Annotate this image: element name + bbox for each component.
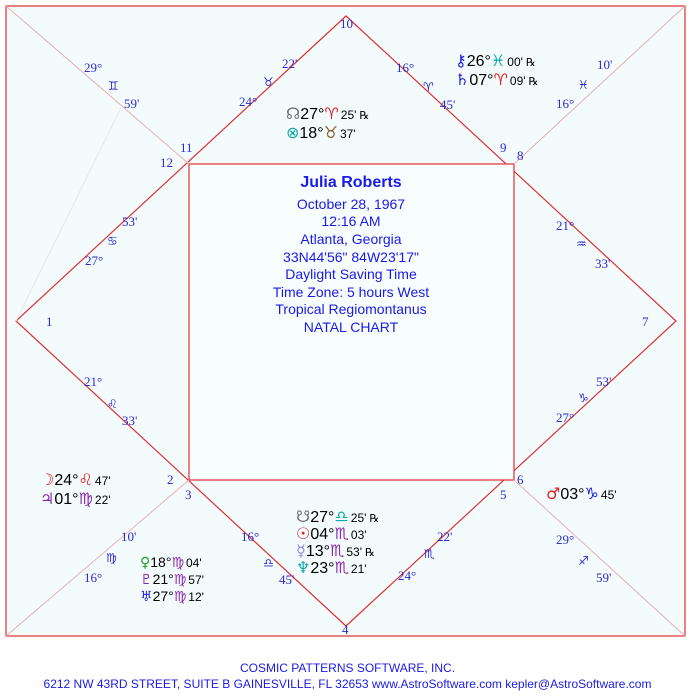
svg-text:27°: 27° xyxy=(85,253,104,268)
planet-sign-icon: ♏ xyxy=(334,524,349,543)
planet-degree: 01° xyxy=(54,491,79,508)
house-number-10: 10 xyxy=(340,16,353,31)
planet-degree: 18° xyxy=(299,125,324,142)
planet-glyph-icon: ♀ xyxy=(140,555,151,571)
svg-text:♍: ♍ xyxy=(106,551,117,565)
planet-sign-icon: ♉ xyxy=(323,123,338,142)
house-number-4: 4 xyxy=(342,622,349,637)
planet-minutes: 53' xyxy=(346,545,363,559)
planet-glyph-icon: ♄ xyxy=(455,70,470,89)
planet-minutes: 37' xyxy=(339,127,356,141)
planet-sign-icon: ♍ xyxy=(173,572,187,588)
svg-text:♎: ♎ xyxy=(263,556,274,570)
house-number-8: 8 xyxy=(517,148,524,163)
planet-degree: 27° xyxy=(300,106,325,123)
planet-sign-icon: ♈ xyxy=(324,104,339,123)
svg-text:♉: ♉ xyxy=(263,75,274,89)
planet-minutes: 22' xyxy=(94,493,111,507)
retrograde-icon: ℞ xyxy=(525,56,536,69)
house-number-2: 2 xyxy=(167,472,174,487)
retrograde-icon: ℞ xyxy=(369,512,380,525)
planet-minutes: 57' xyxy=(188,573,204,587)
svg-text:♊: ♊ xyxy=(108,79,119,93)
planet-degree: 26° xyxy=(466,53,491,70)
planet-glyph-icon: ♃ xyxy=(40,489,55,508)
svg-text:10': 10' xyxy=(597,57,613,72)
planet-degree: 18° xyxy=(150,554,172,570)
planet-minutes: 00' xyxy=(507,55,523,69)
planet-glyph-icon: ☋ xyxy=(296,507,311,526)
planet-minutes: 47' xyxy=(94,474,111,488)
footer-company: COSMIC PATTERNS SOFTWARE, INC. xyxy=(239,661,456,675)
planet-sign-icon: ♈ xyxy=(493,70,508,89)
planet-minutes: 03' xyxy=(350,528,367,542)
svg-text:♓: ♓ xyxy=(578,78,589,92)
footer-address: 6212 NW 43RD STREET, SUITE B GAINESVILLE, FL 32653 www.AstroSoftware.com kepler@AstroSoftware.com xyxy=(43,677,652,691)
birth-time: 12:16 AM xyxy=(321,213,381,229)
svg-text:16°: 16° xyxy=(556,96,575,111)
planet-degree: 13° xyxy=(305,543,331,560)
svg-text:53': 53' xyxy=(596,374,612,389)
planet-sign-icon: ♎ xyxy=(334,507,349,526)
planet-minutes: 04' xyxy=(186,556,202,570)
planets-house-3 xyxy=(140,554,204,605)
svg-text:♌: ♌ xyxy=(107,397,118,411)
planet-minutes: 12' xyxy=(188,590,204,604)
planet-minutes: 25' xyxy=(340,108,357,122)
planet-glyph-icon: ♂ xyxy=(546,484,561,503)
planet-sign-icon: ♌ xyxy=(78,470,93,489)
planet-sign-icon: ♏ xyxy=(334,558,349,577)
house-number-12: 12 xyxy=(160,155,173,170)
planet-row xyxy=(140,571,204,588)
planet-glyph-icon: ♆ xyxy=(296,558,311,577)
planet-minutes: 21' xyxy=(350,562,367,576)
svg-text:16°: 16° xyxy=(396,60,415,75)
planet-glyph-icon: ♅ xyxy=(140,589,153,605)
planet-sign-icon: ♓ xyxy=(490,51,506,70)
svg-text:45': 45' xyxy=(440,97,456,112)
planet-sign-icon: ♑ xyxy=(584,484,599,503)
planet-degree: 21° xyxy=(152,571,174,587)
svg-text:29°: 29° xyxy=(556,532,575,547)
daylight-saving: Daylight Saving Time xyxy=(285,266,417,282)
planet-degree: 04° xyxy=(310,526,335,543)
planet-degree: 27° xyxy=(152,588,174,604)
planet-degree: 07° xyxy=(469,72,494,89)
planet-glyph-icon: ⚷ xyxy=(455,51,467,70)
chart-type: NATAL CHART xyxy=(303,319,399,335)
planet-degree: 23° xyxy=(310,560,335,577)
coordinates: 33N44'56" 84W23'17" xyxy=(283,249,419,265)
svg-text:♐: ♐ xyxy=(578,554,589,568)
house-number-9: 9 xyxy=(500,140,507,155)
planet-row xyxy=(140,588,204,605)
retrograde-icon: ℞ xyxy=(359,109,370,122)
svg-text:♑: ♑ xyxy=(578,391,589,405)
house-number-1: 1 xyxy=(46,314,53,329)
svg-text:53': 53' xyxy=(122,214,138,229)
house-number-6: 6 xyxy=(517,472,524,487)
svg-text:24°: 24° xyxy=(398,568,417,583)
birth-place: Atlanta, Georgia xyxy=(300,231,402,247)
birth-date: October 28, 1967 xyxy=(296,196,406,212)
planet-glyph-icon: ♇ xyxy=(140,572,153,588)
planet-minutes: 25' xyxy=(350,511,367,525)
planet-sign-icon: ♍ xyxy=(173,589,187,605)
svg-text:22': 22' xyxy=(282,56,298,71)
retrograde-icon: ℞ xyxy=(365,546,375,559)
planet-sign-icon: ♍ xyxy=(171,555,184,571)
svg-text:33': 33' xyxy=(595,256,611,271)
svg-text:♋: ♋ xyxy=(107,234,118,248)
house-number-11: 11 xyxy=(180,140,193,155)
svg-text:21°: 21° xyxy=(84,374,103,389)
planet-glyph-icon: ☽ xyxy=(40,470,55,489)
svg-text:27°: 27° xyxy=(556,410,575,425)
svg-text:♈: ♈ xyxy=(423,80,434,94)
planet-degree: 03° xyxy=(560,486,585,503)
svg-text:16°: 16° xyxy=(241,529,260,544)
planet-minutes: 09' xyxy=(509,74,526,88)
planet-glyph-icon: ☿ xyxy=(296,541,306,560)
house-number-3: 3 xyxy=(185,487,192,502)
svg-text:45': 45' xyxy=(279,572,295,587)
svg-text:22': 22' xyxy=(437,529,453,544)
chart-name: Julia Roberts xyxy=(300,174,402,191)
planet-glyph-icon: ⊗ xyxy=(286,123,300,142)
time-zone: Time Zone: 5 hours West xyxy=(272,284,430,300)
planet-degree: 27° xyxy=(310,509,335,526)
house-number-7: 7 xyxy=(642,314,649,329)
svg-text:59': 59' xyxy=(596,570,612,585)
planet-minutes: 45' xyxy=(600,488,617,502)
svg-text:24°: 24° xyxy=(239,94,258,109)
planet-sign-icon: ♍ xyxy=(78,489,93,508)
svg-text:21°: 21° xyxy=(556,218,575,233)
house-number-5: 5 xyxy=(500,487,507,502)
planet-row xyxy=(140,554,202,571)
planet-glyph-icon: ☊ xyxy=(286,104,301,123)
house-system: Tropical Regiomontanus xyxy=(275,301,427,317)
planet-glyph-icon: ☉ xyxy=(296,524,311,543)
svg-text:33': 33' xyxy=(122,413,138,428)
svg-text:59': 59' xyxy=(124,96,140,111)
svg-text:♒: ♒ xyxy=(576,237,587,251)
planet-sign-icon: ♏ xyxy=(330,541,345,560)
retrograde-icon: ℞ xyxy=(528,75,539,88)
planet-degree: 24° xyxy=(54,472,79,489)
svg-text:29°: 29° xyxy=(84,60,103,75)
svg-text:♏: ♏ xyxy=(424,547,435,561)
svg-text:10': 10' xyxy=(121,529,137,544)
svg-text:16°: 16° xyxy=(84,570,103,585)
